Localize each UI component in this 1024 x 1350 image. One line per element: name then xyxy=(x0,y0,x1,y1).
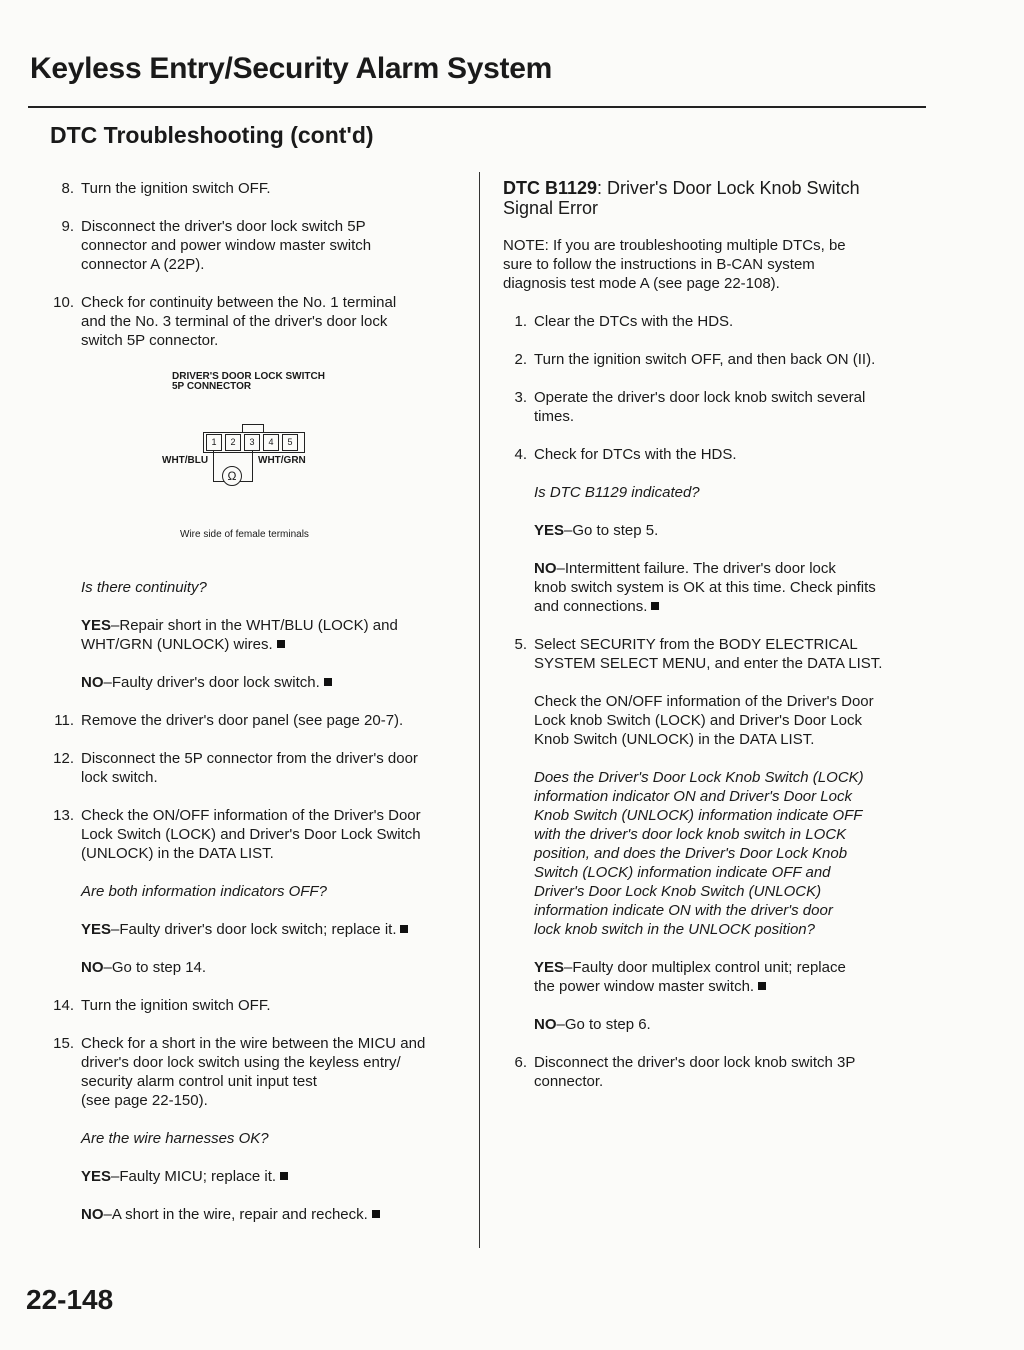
end-mark-icon xyxy=(277,640,285,648)
step-text: Disconnect the driver's door lock knob switch 3P connector. xyxy=(534,1054,856,1090)
column-divider xyxy=(479,172,480,1248)
step-number: 9. xyxy=(61,218,74,235)
question-text: Are the wire harnesses OK? xyxy=(81,1130,269,1147)
question-text: Does the Driver's Door Lock Knob Switch (LOCK) information indicator ON and Driver's Door Lock Knob Switch (UNLOCK) information indicate OFF with the driver's door lock knob switch in LOCK position, and does the Driver's Door Lock Knob Switch (LOCK) information indicate OFF and Driver's Door Lock Knob Switch (UNLOCK) information indicate ON with the driver's door lock knob switch in the UNLOCK position? xyxy=(534,769,864,938)
step-number: 4. xyxy=(514,446,527,463)
title-rule xyxy=(28,106,926,108)
question-text: Is there continuity? xyxy=(81,579,207,596)
step-number: 2. xyxy=(514,351,527,368)
step-text: Check for continuity between the No. 1 terminal and the No. 3 terminal of the driver's door lock switch 5P connector. xyxy=(81,294,397,349)
step-text: Select SECURITY from the BODY ELECTRICAL SYSTEM SELECT MENU, and enter the DATA LIST. xyxy=(534,636,883,672)
step-text: Turn the ignition switch OFF, and then back ON (II). xyxy=(534,351,876,368)
question-text: Is DTC B1129 indicated? xyxy=(534,484,700,501)
end-mark-icon xyxy=(372,1210,380,1218)
dtc-heading: DTC B1129: Driver's Door Lock Knob Switch Signal Error xyxy=(503,178,860,218)
question-text: Are both information indicators OFF? xyxy=(81,883,327,900)
section-title: DTC Troubleshooting (cont'd) xyxy=(50,122,374,148)
end-mark-icon xyxy=(400,925,408,933)
step-text: Clear the DTCs with the HDS. xyxy=(534,313,734,330)
pin-3: 3 xyxy=(244,434,260,451)
no-answer: NO–Intermittent failure. The driver's door lock knob switch system is OK at this time. Check pinfits and connections. xyxy=(534,560,876,615)
step-text: Disconnect the driver's door lock switch 5P connector and power window master switch connector A (22P). xyxy=(81,218,372,273)
step-number: 13. xyxy=(53,807,74,824)
wire-label-left: WHT/BLU xyxy=(162,455,209,466)
end-mark-icon xyxy=(758,982,766,990)
step-number: 10. xyxy=(53,294,74,311)
step-text: Check for a short in the wire between the MICU and driver's door lock switch using the keyless entry/ security alarm control unit input test (see page 22-150). xyxy=(81,1035,426,1109)
step-text: Check the ON/OFF information of the Driver's Door Lock knob Switch (LOCK) and Driver's Door Lock Knob Switch (UNLOCK) in the DATA LIST. xyxy=(534,693,874,748)
connector-latch xyxy=(242,424,264,433)
yes-answer: YES–Go to step 5. xyxy=(534,522,659,539)
no-answer: NO–Go to step 14. xyxy=(81,959,207,976)
step-text: Turn the ignition switch OFF. xyxy=(81,997,271,1014)
wire-pin-1 xyxy=(213,451,214,481)
step-number: 5. xyxy=(514,636,527,653)
step-number: 1. xyxy=(514,313,527,330)
step-text: Operate the driver's door lock knob switch several times. xyxy=(534,389,866,425)
pin-4: 4 xyxy=(263,434,279,451)
note-text: NOTE: If you are troubleshooting multiple DTCs, be sure to follow the instructions in B-CAN system diagnosis test mode A (see page 22-108). xyxy=(503,237,846,292)
yes-answer: YES–Faulty MICU; replace it. xyxy=(81,1167,288,1186)
step-number: 3. xyxy=(514,389,527,406)
end-mark-icon xyxy=(324,678,332,686)
step-text: Turn the ignition switch OFF. xyxy=(81,180,271,197)
pin-2: 2 xyxy=(225,434,241,451)
step-number: 11. xyxy=(54,712,74,729)
step-number: 6. xyxy=(514,1054,527,1071)
yes-answer: YES–Repair short in the WHT/BLU (LOCK) and WHT/GRN (UNLOCK) wires. xyxy=(81,617,398,653)
end-mark-icon xyxy=(651,602,659,610)
yes-answer: YES–Faulty door multiplex control unit; replace the power window master switch. xyxy=(534,959,846,995)
no-answer: NO–A short in the wire, repair and recheck. xyxy=(81,1205,380,1224)
end-mark-icon xyxy=(280,1172,288,1180)
ohmmeter-icon: Ω xyxy=(222,466,242,486)
connector-title: DRIVER'S DOOR LOCK SWITCH 5P CONNECTOR xyxy=(172,371,325,392)
step-number: 8. xyxy=(61,180,74,197)
pin-1: 1 xyxy=(206,434,222,451)
step-number: 15. xyxy=(53,1035,74,1052)
step-text: Check the ON/OFF information of the Driver's Door Lock Switch (LOCK) and Driver's Door Lock Switch (UNLOCK) in the DATA LIST. xyxy=(81,807,421,862)
wire-pin-3 xyxy=(252,451,253,481)
step-number: 14. xyxy=(53,997,74,1014)
step-text: Remove the driver's door panel (see page 20-7). xyxy=(81,712,404,729)
diagram-caption: Wire side of female terminals xyxy=(180,529,309,540)
step-text: Check for DTCs with the HDS. xyxy=(534,446,737,463)
yes-answer: YES–Faulty driver's door lock switch; replace it. xyxy=(81,920,408,939)
step-text: Disconnect the 5P connector from the driver's door lock switch. xyxy=(81,750,418,786)
page-title: Keyless Entry/Security Alarm System xyxy=(30,52,552,85)
no-answer: NO–Go to step 6. xyxy=(534,1016,651,1033)
no-answer: NO–Faulty driver's door lock switch. xyxy=(81,673,332,692)
step-number: 12. xyxy=(53,750,74,767)
pin-5: 5 xyxy=(282,434,298,451)
page-number: 22-148 xyxy=(26,1284,114,1315)
wire-label-right: WHT/GRN xyxy=(258,455,306,466)
